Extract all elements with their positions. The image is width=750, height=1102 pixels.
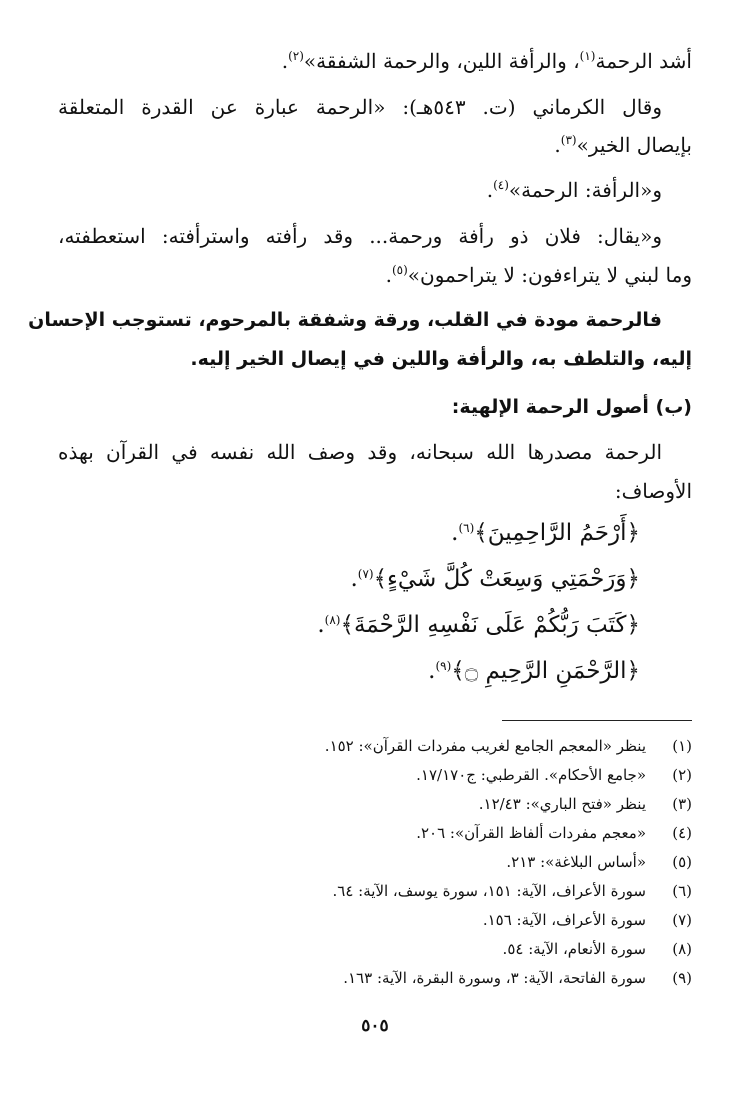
footnote-ref-2: (٢) xyxy=(288,49,304,63)
body-line-1: أشد الرحمة$^{(١)}$، والرأفة اللين، والرحمة الشفقة»$^{(٢)}$. xyxy=(281,49,692,73)
footnote-9: (٩) سورة الفاتحة، الآية: ٣، وسورة البقرة، الآية: ١٦٣. xyxy=(343,969,692,987)
body-line-6: وما لبني لا يتراءفون: لا يتراحمون»$^{(٥)}$. xyxy=(385,263,692,287)
footnote-ref-8: (٨) xyxy=(324,613,341,627)
footnote-7: (٧) سورة الأعراف، الآية: ١٥٦. xyxy=(482,911,692,929)
footnote-ref-7: (٧) xyxy=(357,567,374,581)
footnote-6: (٦) سورة الأعراف، الآية: ١٥١، سورة يوسف، الآية: ٦٤. xyxy=(332,882,692,900)
body-line-10: الأوصاف: xyxy=(614,479,692,503)
body-line-5: و«يقال: فلان ذو رأفة ورحمة... وقد رأفته واسترأفته: استعطفته، xyxy=(58,224,662,248)
footnote-1: (١) ينظر «المعجم الجامع لغريب مفردات القرآن»: ١٥٢. xyxy=(324,737,692,755)
body-line-8: إليه، والتلطف به، والرأفة واللين في إيصال الخير إليه. xyxy=(190,348,692,370)
footnote-ref-6: (٦) xyxy=(458,521,475,535)
footnote-ref-4: (٤) xyxy=(493,178,509,192)
footnote-2: (٢) «جامع الأحكام». القرطبي: ج١٧/١٧٠. xyxy=(416,766,692,784)
section-heading: (ب) أصول الرحمة الإلهية: xyxy=(451,396,692,418)
footnote-ref-3: (٣) xyxy=(560,133,577,147)
footnote-3: (٣) ينظر «فتح الباري»: ١٢/٤٣. xyxy=(478,795,692,813)
body-line-3: بإيصال الخير»$^{(٣)}$. xyxy=(554,133,692,157)
footnote-4: (٤) «معجم مفردات ألفاظ القرآن»: ٢٠٦. xyxy=(416,824,692,842)
footnote-5: (٥) «أساس البلاغة»: ٢١٣. xyxy=(506,853,692,871)
footnote-ref-5: (٥) xyxy=(391,263,408,277)
quran-verse-2: ﴿وَرَحْمَتِي وَسِعَتْ كُلَّ شَيْءٍ﴾$^{(٧)}$. xyxy=(350,566,640,592)
body-line-7: فالرحمة مودة في القلب، ورقة وشفقة بالمرحوم، تستوجب الإحسان xyxy=(28,309,662,331)
page-number: ٥٠٥ xyxy=(361,1016,389,1036)
quran-verse-1: ﴿أَرْحَمُ الرَّاحِمِينَ﴾$^{(٦)}$. xyxy=(451,520,640,546)
quran-verse-3: ﴿كَتَبَ رَبُّكُمْ عَلَى نَفْسِهِ الرَّحْمَةَ﴾$^{(٨)}$. xyxy=(317,612,640,638)
footnote-ref-9: (٩) xyxy=(435,659,452,673)
body-line-9: الرحمة مصدرها الله سبحانه، وقد وصف الله نفسه في القرآن بهذه xyxy=(58,440,662,464)
footnote-ref-1: (١) xyxy=(579,49,596,63)
body-line-2: وقال الكرماني (ت. ٥٤٣هـ): «الرحمة عبارة عن القدرة المتعلقة xyxy=(58,95,663,119)
footnote-separator xyxy=(502,720,692,721)
footnote-8: (٨) سورة الأنعام، الآية: ٥٤. xyxy=(502,940,692,958)
quran-verse-4: ﴿الرَّحْمَنِ الرَّحِيمِ ۝﴾$^{(٩)}$. xyxy=(428,658,640,684)
body-line-4: و«الرأفة: الرحمة»$^{(٤)}$. xyxy=(486,178,662,202)
